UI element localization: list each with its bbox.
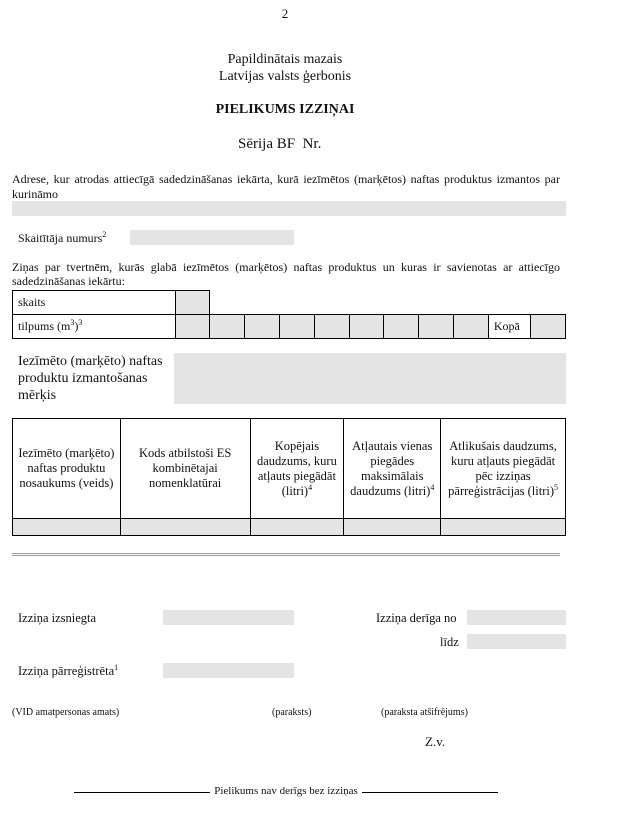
seal-label: Z.v. [425, 734, 446, 749]
products-data-row [13, 519, 566, 536]
footer-line-left [74, 792, 210, 793]
reregistered-field[interactable] [163, 663, 294, 678]
meter-label: Skaitītāja numurs$^2$ [18, 230, 107, 245]
tanks-table [12, 290, 566, 339]
tank-volume-cell[interactable] [454, 315, 489, 339]
header-line-1: Papildinātais mazais [227, 52, 343, 67]
meter-footnote: 2 [102, 230, 107, 239]
valid-from-label: Izziņa derīga no [376, 611, 457, 625]
total-amount-cell[interactable] [250, 519, 344, 536]
issued-label: Izziņa izsniegta [18, 611, 97, 625]
series-label: Sērija BF [238, 136, 296, 152]
tank-volume-cell[interactable] [245, 315, 280, 339]
col-cn-code: Kods atbilstoši ES kombinētajai nomenklatūrai [120, 419, 250, 519]
col-total-amount: Kopējais daudzums, kuru atļauts piegādāt (litri)$^4$ [250, 419, 344, 519]
meter-number-field[interactable] [130, 230, 294, 245]
tank-volume-cell[interactable] [210, 315, 245, 339]
footer-note: Pielikums nav derīgs bez izziņas [214, 785, 358, 797]
tanks-count-label: skaits [13, 291, 176, 315]
official-position-label: (VID amatpersonas amats) [12, 707, 120, 718]
tanks-volume-label: tilpums $(m^3)^3$ [13, 315, 176, 339]
product-name-cell[interactable] [13, 519, 121, 536]
tanks-volume-row [13, 315, 566, 339]
cn-code-cell[interactable] [120, 519, 250, 536]
tanks-volume-footnote: 3 [78, 318, 83, 327]
signature-label: (paraksts) [272, 707, 312, 718]
max-delivery-cell[interactable] [344, 519, 441, 536]
series-line [238, 136, 321, 153]
separator-line [12, 553, 560, 556]
reregistered-footnote: 1 [114, 662, 119, 672]
tanks-total-field[interactable] [531, 315, 566, 339]
tank-volume-cell[interactable] [279, 315, 314, 339]
tanks-count-field[interactable] [175, 291, 210, 315]
signature-decoding-label: (paraksta atšifrējums) [381, 707, 468, 718]
tanks-intro: Ziņas par tvertnēm, kurās glabā iezīmētos (marķētos) naftas produktus un kuras ir savienotas ar attiecīgo sadedzināšanas iekārtu: [12, 260, 560, 288]
tank-volume-cell[interactable] [314, 315, 349, 339]
valid-to-label: līdz [440, 635, 459, 649]
products-header-row [13, 419, 566, 519]
tanks-count-row [13, 291, 566, 315]
remaining-amount-cell[interactable] [441, 519, 566, 536]
purpose-field[interactable] [174, 353, 566, 404]
page-number: 2 [281, 6, 289, 21]
reregistered-label: Izziņa pārreģistrēta$^1$ [18, 662, 119, 678]
col-product-name: Iezīmēto (marķēto) naftas produktu nosaukums (veids) [13, 419, 121, 519]
issued-field[interactable] [163, 610, 294, 625]
address-field[interactable] [12, 201, 566, 216]
tank-volume-cell[interactable] [175, 315, 210, 339]
tank-volume-cell[interactable] [419, 315, 454, 339]
col-remaining-amount: Atlikušais daudzums, kuru atļauts piegādāt pēc izziņas pārreģistrācijas (litri)$^5$ [441, 419, 566, 519]
purpose-label: Iezīmēto (marķēto) naftas produktu izmantošanas mērķis [18, 354, 163, 403]
footer-line-right [362, 792, 498, 793]
valid-to-field[interactable] [467, 634, 566, 649]
address-label: Adrese, kur atrodas attiecīgā sadedzināšanas iekārta, kurā iezīmētos (marķētos) naftas produktus izmantos par kurināmo [12, 172, 560, 201]
valid-from-field[interactable] [467, 610, 566, 625]
document-title: PIELIKUMS IZZIŅAI [215, 102, 355, 117]
header-line-2: Latvijas valsts ģerbonis [218, 69, 352, 84]
col-max-delivery: Atļautais vienas piegādes maksimālais daudzums (litri)$^4$ [344, 419, 441, 519]
products-table [12, 418, 566, 536]
number-label: Nr. [302, 136, 322, 152]
tank-volume-cell[interactable] [384, 315, 419, 339]
footer [74, 785, 498, 797]
tank-volume-cell[interactable] [349, 315, 384, 339]
tanks-total-label: Kopā [488, 315, 530, 339]
